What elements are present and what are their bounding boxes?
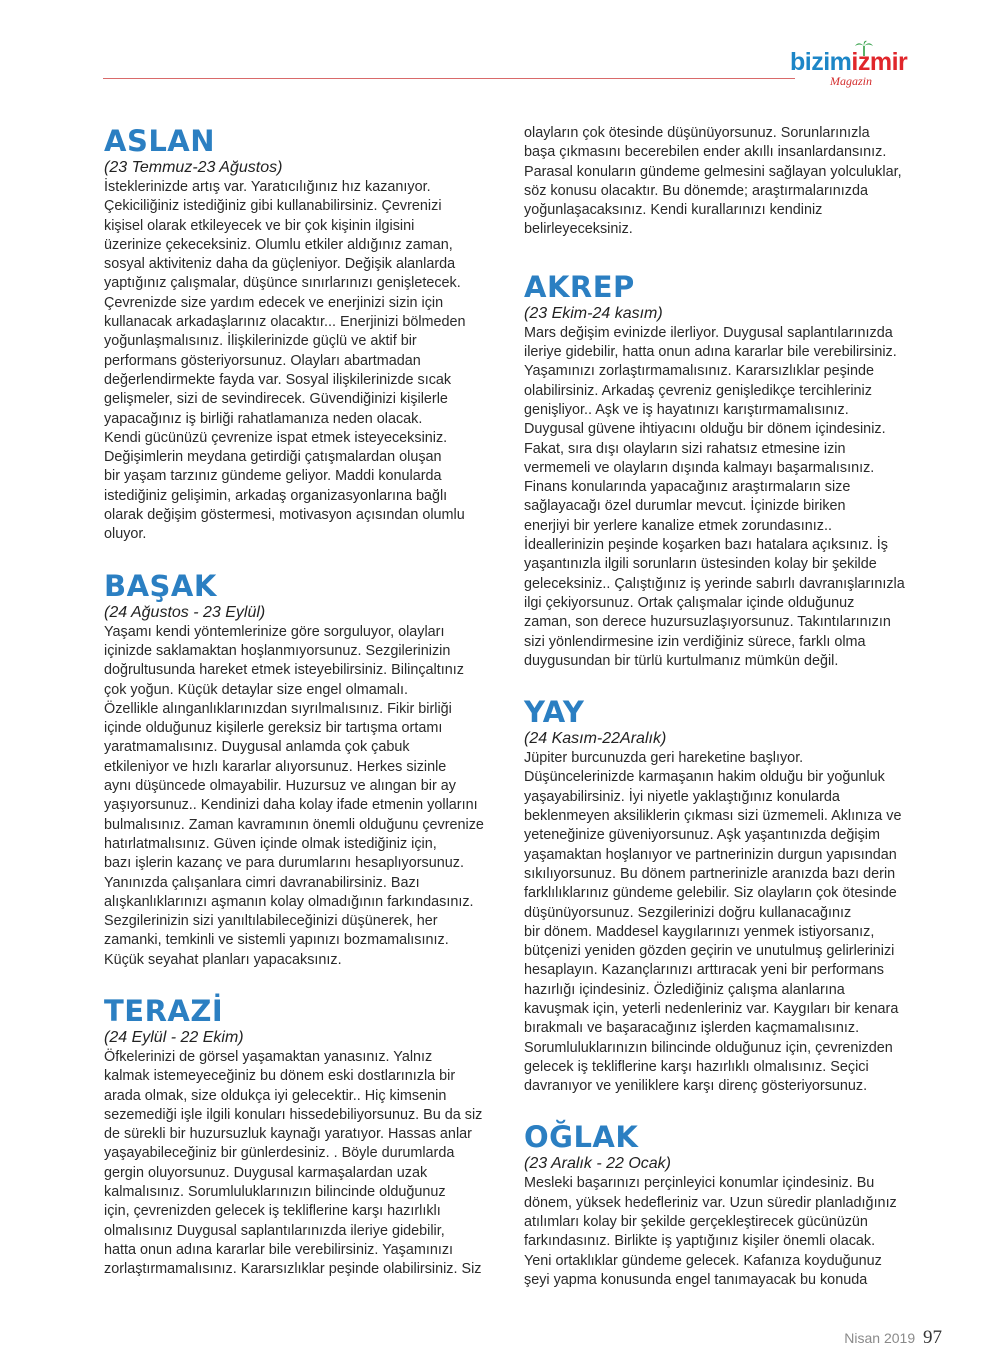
sign-dates: (23 Temmuz-23 Ağustos) bbox=[104, 159, 283, 176]
horoscope-section-akrep bbox=[524, 270, 919, 671]
sign-title: TERAZİ bbox=[104, 993, 224, 1028]
sign-dates: (24 Eylül - 22 Ekim) bbox=[104, 1028, 244, 1046]
horoscope-section-yay bbox=[524, 695, 919, 1096]
sign-title: ASLAN bbox=[104, 124, 216, 158]
magazine-logo bbox=[790, 48, 930, 94]
logo-word-main: bizim bbox=[790, 48, 852, 76]
sign-dates: (24 Kasım-22Aralık) bbox=[524, 730, 667, 748]
sign-text: İsteklerinizde artış var. Yaratıcılığınız hız kazanıyor. Çekiciliğiniz istediğiniz gibi kullanabilirsiniz. Çevrenizi kişisel olarak etkileyecek ve bir çok kişinin ilgisini üzerinize çekeceksiniz. Olumlu etkiler aldığınız zaman, sosyal aktiviteniz daha da güçleniyor. Değişik alanlarda yaptığınız çalışmalar, düşünce sınırlarınızı genişletecek. Çevrenizde size yardım edecek ve enerjinizi sizin için kullanacak arkadaşlarınız olacaktır... Enerjinizi bölmeden yoğunlaşmalısınız. İlişkilerinizde güçlü ve aktif bir performans gösteriyorsunuz. Olayları abartmadan değerlendirmekte fayda var. Sosyal ilişkilerinizde sıcak gelişmeler, sizi de sevindirecek. Güvendiğinizi kişilerle yapacağınız iş birliği rahatlamanıza neden olacak. Kendi gücünüzü çevrenize ispat etmek isteyeceksiniz. Değişimlerin meydana getirdiği çatışmalardan oluşan bir yaşam tarzınız gündeme geliyor. Maddi konularda istediğiniz gelişimin, arkadaş organizasyonlarına bağlı olarak değişim göstermesi, motivasyon açısından olumlu oluyor. bbox=[104, 179, 466, 543]
sign-title: OĞLAK bbox=[524, 1120, 639, 1155]
issue-date: Nisan 2019 bbox=[844, 1330, 916, 1346]
horoscope-section-aslan bbox=[104, 124, 496, 545]
sign-title: AKREP bbox=[524, 269, 635, 304]
horoscope-section-basak bbox=[104, 569, 496, 970]
right-column bbox=[524, 124, 919, 1290]
sign-text: Mars değişim evinizde ilerliyor. Duygusal saplantılarınızda ileriye gidebilir, hatta onun adına kararlar bile verebilirsiniz. Yaşamınızı zorlaştırmamalısınız. Kararsızlıklar peşinde olabilirsiniz. Arkadaş çevreniz genişledikçe tercihleriniz genişliyor.. Aşk ve iş hayatınızı karıştırmamalısınız. Duygusal güvene ihtiyacını olduğu bir dönem içindesiniz. Fakat, sıra dışı olayların sizi rahatsız etmesine izin vermemeli ve olayların dışında kalmayı başarmalısınız. Finans konularında yapacağınız araştırmaların size sağlayacağı özel durumlar mevcut. İçinizde biriken enerjiyi bir yerlere kanalize etmek zorundasınız.. İdeallerinizin peşinde koşarken bazı hatalara açıksınız. İş yaşantınızla ilgili sorunların üstesinden kolay bir şekilde geleceksiniz.. Çalıştığınız iş yerinde sabırlı davranışlarınızla ilgi çekiyorsunuz. Ortak çalışmalar içinde olduğunuz zaman, son derece huzursuzlaşıyorsunuz. Takıntılarınızın sizi yönlendirmesine izin verdiğiniz sürece, farklı olma duygusundan bir türlü kurtulmanız mümkün değil. bbox=[524, 324, 905, 669]
page-footer bbox=[844, 1327, 942, 1349]
horoscope-section-oglak bbox=[524, 1120, 919, 1290]
sign-title: BAŞAK bbox=[104, 568, 217, 603]
header-rule bbox=[103, 78, 795, 79]
sign-title: YAY bbox=[524, 695, 585, 730]
sign-dates: (24 Ağustos - 23 Eylül) bbox=[104, 603, 266, 621]
sign-text: Öfkelerinizi de görsel yaşamaktan yanasınız. Yalnız kalmak istemeyeceğiniz bu dönem eski dostlarınızla bir arada olmak, size oldukça iyi gelecektir.. Hiç kimsenin sezemediği işle ilgili konuları hissedebiliyorsunuz. Bu da siz de sürekli bir huzursuzluk kaynağı yaratıyor. Hassas anlar yaşayabileceğiniz bir günlerdesiniz. . Böyle durumlarda gergin oluyorsunuz. Duygusal karmaşalardan uzak kalmalısınız. Sorumluluklarınızın bilincinde olduğunuz için, çevrenizden gelecek iş tekliflerine karşı hazırlıklı olmalısınız Duygusal saplantılarınızda ileriye gidebilir, hatta onun adına kararlar bile verebilirsiniz. Yaşamınızı zorlaştırmamalısınız. Kararsızlıklar peşinde olabilirsiniz. Siz bbox=[104, 1048, 483, 1278]
logo-subtitle: Magazin bbox=[830, 74, 872, 88]
sign-dates: (23 Aralık - 22 Ocak) bbox=[524, 1155, 672, 1173]
page-number: 97 bbox=[923, 1327, 942, 1348]
horoscope-section-terazi bbox=[104, 994, 496, 1280]
left-column bbox=[104, 124, 496, 1280]
sign-dates: (23 Ekim-24 kasım) bbox=[524, 304, 663, 322]
sign-text: Yaşamı kendi yöntemlerinize göre sorguluyor, olayları içinizde saklamaktan hoşlanmıyorsunuz. Sezgilerinizin doğrultusunda hareket etmek isteyebilirsiniz. Bilinçaltınız çok yoğun. Küçük detaylar size engel olmamalı. Özellikle alınganlıklarınızdan sıyrılmalısınız. Fikir birliği içinde olduğunuz kişilerle gereksiz bir tartışma ortamı yaratmamalısınız. Duygusal anlamda çok çabuk etkileniyor ve hızlı kararlar alıyorsunuz. Herkes sizinle aynı düşüncede olmayabilir. Huzursuz ve alıngan bir ay yaşıyorsunuz.. Kendinizi daha kolay ifade etmenin yollarını bulmalısınız. Zaman kavramının önemli olduğunu çevrenize hatırlatmalısınız. Güven içinde olmak istediğiniz için, bazı işlerin kazanç ve para durumlarını hesaplıyorsunuz. Yanınızda çalışanlara cimri davranabilirsiniz. Bazı alışkanlıklarınızı aşmanın kolay olmadığının farkındasınız. Sezgilerinizin sizi yanıltılabileceğinizi düşünerek, her zamanki, temkinli ve sistemli yapınızı bozmamalısınız. Küçük seyahat planları yapacaksınız. bbox=[104, 623, 484, 968]
continued-text: olayların çok ötesinde düşünüyorsunuz. Sorunlarınızla başa çıkmasını becerebilen ender akıllı insanlardansınız. Parasal konuların gündeme gelmesini sağlayan yolculuklar, söz konusu olacaktır. Bu dönemde; araştırmalarınızda yoğunlaşacaksınız. Kendi kurallarınızı kendiniz belirleyeceksiniz. bbox=[524, 125, 902, 238]
logo-word-accent: izmir bbox=[851, 48, 908, 76]
logo-wordmark bbox=[790, 48, 907, 76]
sign-text: Jüpiter burcunuzda geri hareketine başlıyor. Düşüncelerinizde karmaşanın hakim olduğu bir yoğunluk yaşayabilirsiniz. İyi niyetle yaklaştığınız konularda beklenmeyen aksiliklerin çıkması sizi üzmemeli. Aklınıza ve yeteneğinize güveniyorsunuz. Aşk yaşantınızda değişim yaşamaktan hoşlanıyor ve partnerinizin durgun yapısından sıkılıyorsunuz. Bu dönem partnerinizle aranızda bazı derin farklılıklarınız gündeme gelebilir. Siz olayların çok ötesinde düşünüyorsunuz. Sezgilerinizi doğru kullanacağınız bir dönem. Maddesel kaygılarınızı yenmek istiyorsanız, bütçenizi yeniden gözden geçirin ve unutulmuş gelirlerinizi hesaplayın. Kazançlarınızı arttıracak yeni bir performans hazırlığı içindesiniz. Özlediğiniz çalışma alanlarına kavuşmak için, yeterli nedenleriniz var. Kaygıları bir kenara bırakmalı ve başaracağınız işlerden kaçmamalısınız. Sorumluluklarınızın bilincinde olduğunuz için, çevrenizden gelecek iş tekliflerine karşı hazırlıklı olmalısınız. Seçici davranıyor ve yeniliklere karşı direnç gösteriyorsunuz. bbox=[524, 750, 902, 1095]
sign-text: Mesleki başarınızı perçinleyici konumlar içindesiniz. Bu dönem, yüksek hedefleriniz var. Uzun süredir planladığınız atılımları kolay bir şekilde gerçekleştirecek gücünüzün farkındasınız. Birlikte iş yaptığınız kişiler önemli olacak. Yeni ortaklıklar gündeme gelecek. Kafanıza koyduğunuz şeyi yapma konusunda engel tanımayacak bu konuda bbox=[524, 1175, 897, 1288]
